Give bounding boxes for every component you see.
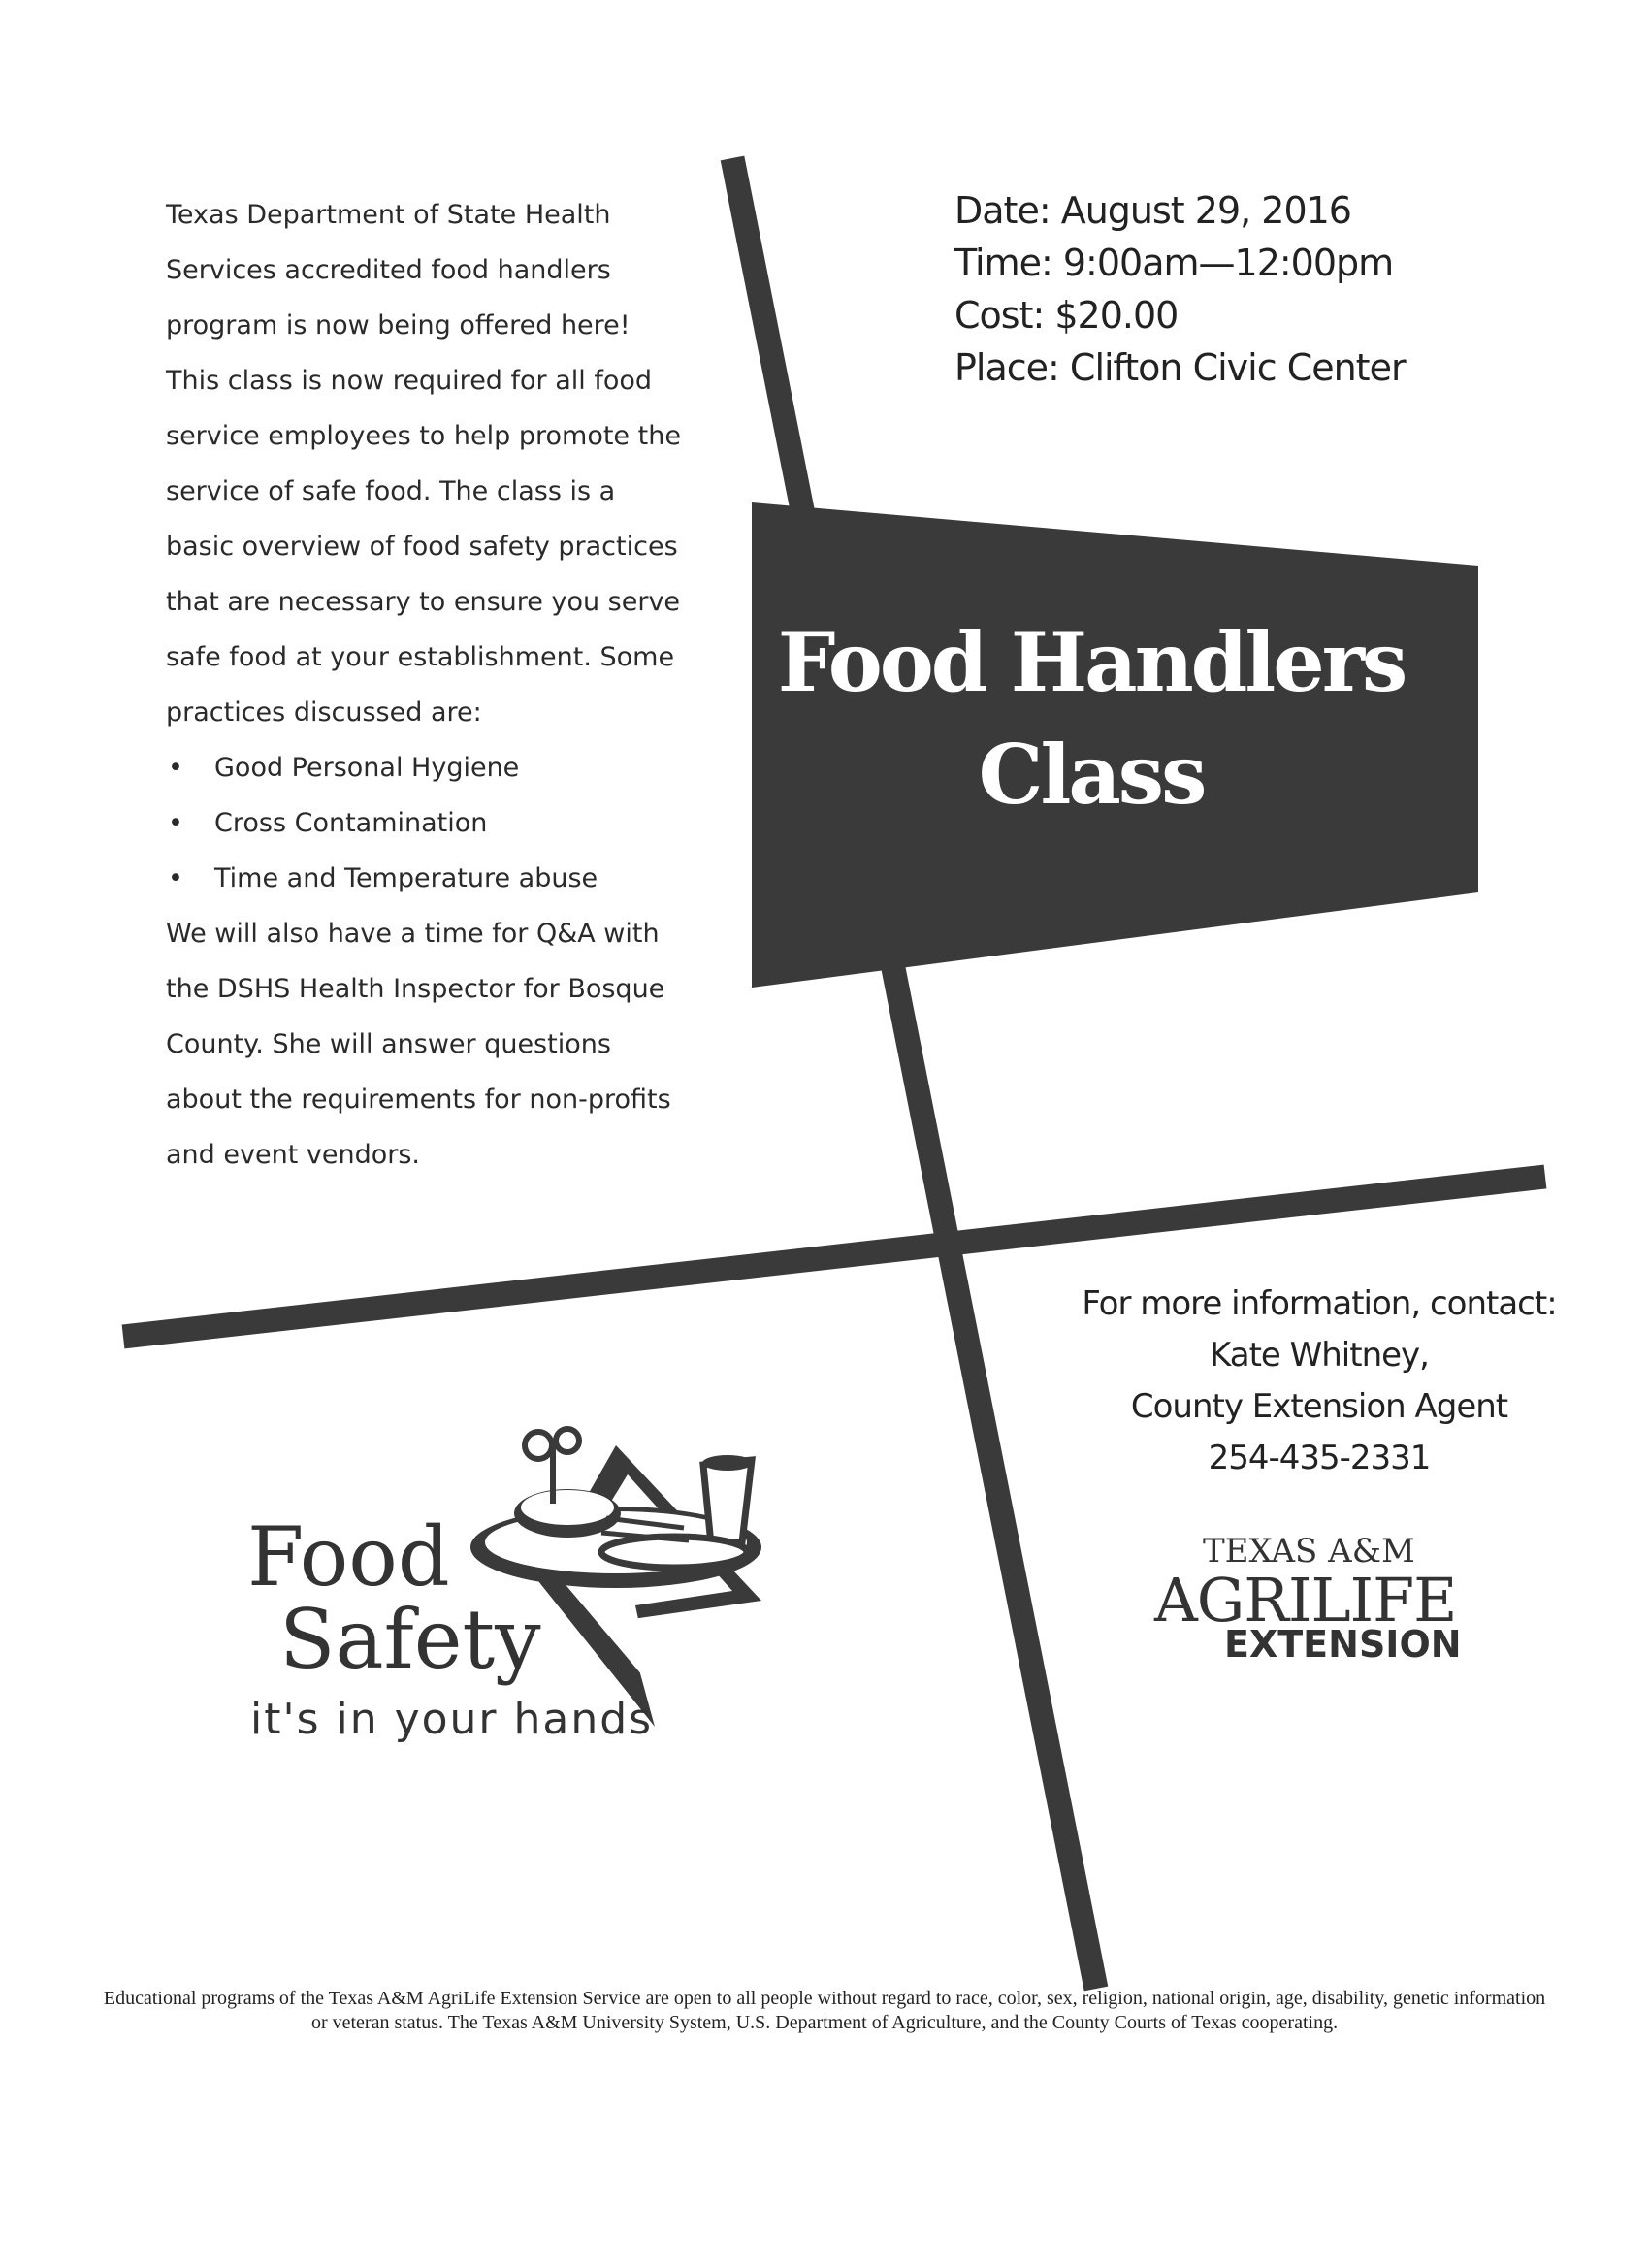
practice-item: • Cross Contamination bbox=[166, 795, 690, 851]
food-safety-tagline: it's in your hands bbox=[250, 1695, 654, 1744]
event-details bbox=[954, 184, 1406, 394]
contact-heading: For more information, contact: bbox=[1082, 1284, 1557, 1323]
event-date: Date: August 29, 2016 bbox=[954, 189, 1351, 232]
contact-info bbox=[1048, 1279, 1591, 1484]
contact-title: County Extension Agent bbox=[1130, 1387, 1508, 1426]
closing-paragraph: We will also have a time for Q&A with the DSHS Health Inspector for Bosque County. She will answer questions about the requirements for non-profits and event vendors. bbox=[166, 919, 671, 1170]
banner-title bbox=[752, 606, 1431, 831]
practice-item: • Time and Temperature abuse bbox=[166, 851, 690, 906]
practices-list bbox=[166, 740, 690, 906]
footer-disclaimer: Educational programs of the Texas A&M AgriLife Extension Service are open to all people without regard to race, color, sex, religion, national origin, age, disability, genetic information or veteran status. The Texas A&M University System, U.S. Department of Agriculture, and the County Courts of Texas cooperating. bbox=[103, 1988, 1546, 2033]
agrilife-line1: TEXAS A&M bbox=[1203, 1532, 1415, 1571]
event-time: Time: 9:00am—12:00pm bbox=[954, 242, 1394, 284]
contact-phone: 254-435-2331 bbox=[1208, 1439, 1431, 1477]
event-place: Place: Clifton Civic Center bbox=[954, 346, 1406, 389]
event-cost: Cost: $20.00 bbox=[954, 294, 1179, 337]
intro-paragraph: Texas Department of State Health Services accredited food handlers program is now being offered here! This class is now required for all food service employees to help promote the service of safe food. The class is a basic overview of food safety practices that are necessary to ensure you serve safe food at your establishment. Some practices discussed are: bbox=[166, 200, 681, 728]
agrilife-line2: AGRILIFE bbox=[1154, 1565, 1457, 1636]
banner-title-line1: Food Handlers bbox=[777, 614, 1406, 710]
food-safety-word-safety: Safety bbox=[279, 1592, 541, 1687]
agrilife-logo bbox=[1135, 1518, 1523, 1693]
food-safety-word-food: Food bbox=[247, 1509, 450, 1604]
practice-item: • Good Personal Hygiene bbox=[166, 740, 690, 795]
intro-text bbox=[166, 187, 690, 1183]
contact-name: Kate Whitney, bbox=[1210, 1336, 1429, 1375]
banner-title-line2: Class bbox=[978, 727, 1205, 823]
agrilife-line3: EXTENSION bbox=[1224, 1623, 1462, 1666]
